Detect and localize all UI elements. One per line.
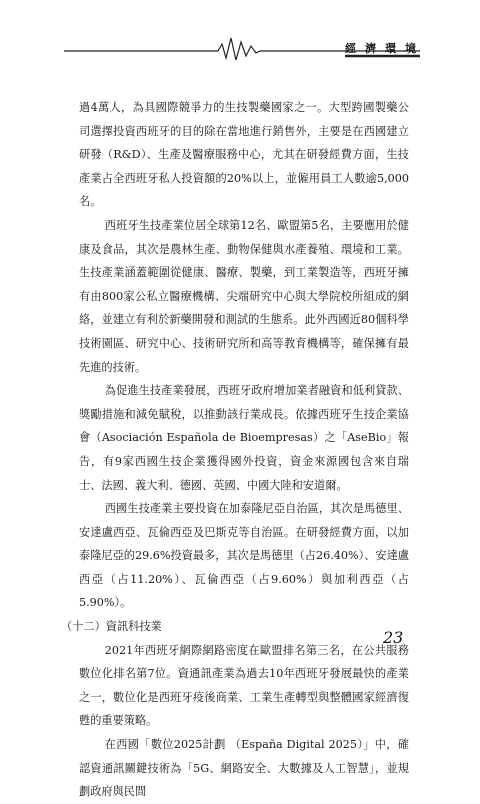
paragraph-6: 在西國「數位2025計劃 （España Digital 2025）」中，確認資通訊關鍵技術為「5G、網路安全、大數據及人工智慧」，並規劃政府與民間 [79,738,409,799]
main-content [61,96,409,804]
paragraph-5: 2021年西班牙網際網路密度在歐盟排名第三名，在公共服務數位化排名第7位。資通訊產業為過去10年西班牙發展最快的產業之一，數位化是西班牙疫後商業、工業生產轉型與整體國家經濟復甦的重要策略。 [79,643,409,728]
paragraph-3: 為促進生技產業發展，西班牙政府增加業者融資和低利貸款、獎勵措施和減免賦稅，以推動該行業成長。依據西班牙生技企業協會（Asociación Española de Bioempresas）之「AseBio」報告，有9家西國生技企業獲得國外投資，資金來源國包含來自瑞士、法國、義大利、德國、英國、中國大陸和安道爾。 [79,384,409,492]
paragraph-4: 西國生技產業主要投資在加泰隆尼亞自治區，其次是馬德里、安達盧西亞、瓦倫西亞及巴斯克等自治區。在研發經費方面，以加泰隆尼亞的29.6%投資最多，其次是馬德里（占26.40%）、安達盧西亞（占11.20%）、瓦倫西亞（占9.60%）與加利西亞（占5.90%）。 [79,502,409,610]
page-number: 23 [383,628,404,647]
page-header [0,0,480,60]
section-label: 經濟環境 [345,42,425,55]
paragraph-1: 過4萬人，為具國際競爭力的生技製藥國家之一。大型跨國製藥公司選擇投資西班牙的目的除在當地進行銷售外，主要是在西國建立研發（R&D）、生產及醫療服務中心，尤其在研發經費方面，生技產業占全西班牙私人投資額的20%以上，並僱用員工人數逾5,000名。 [79,101,409,209]
paragraph-2: 西班牙生技產業位居全球第12名、歐盟第5名，主要應用於健康及食品，其次是農林生產、動物保健與水產養殖、環境和工業。生技產業涵蓋範圍從健康、醫療、製藥，到工業製造等，西班牙擁有由800家公私立醫療機構、尖端研究中心與大學院校所組成的網絡，並建立有利於新藥開發和測試的生態系。此外西國近80個科學技術園區、研究中心、技術研究所和高等教育機構等，確保擁有最先進的技術。 [79,218,409,374]
section-heading: （十二）資訊科技業 [61,620,162,634]
